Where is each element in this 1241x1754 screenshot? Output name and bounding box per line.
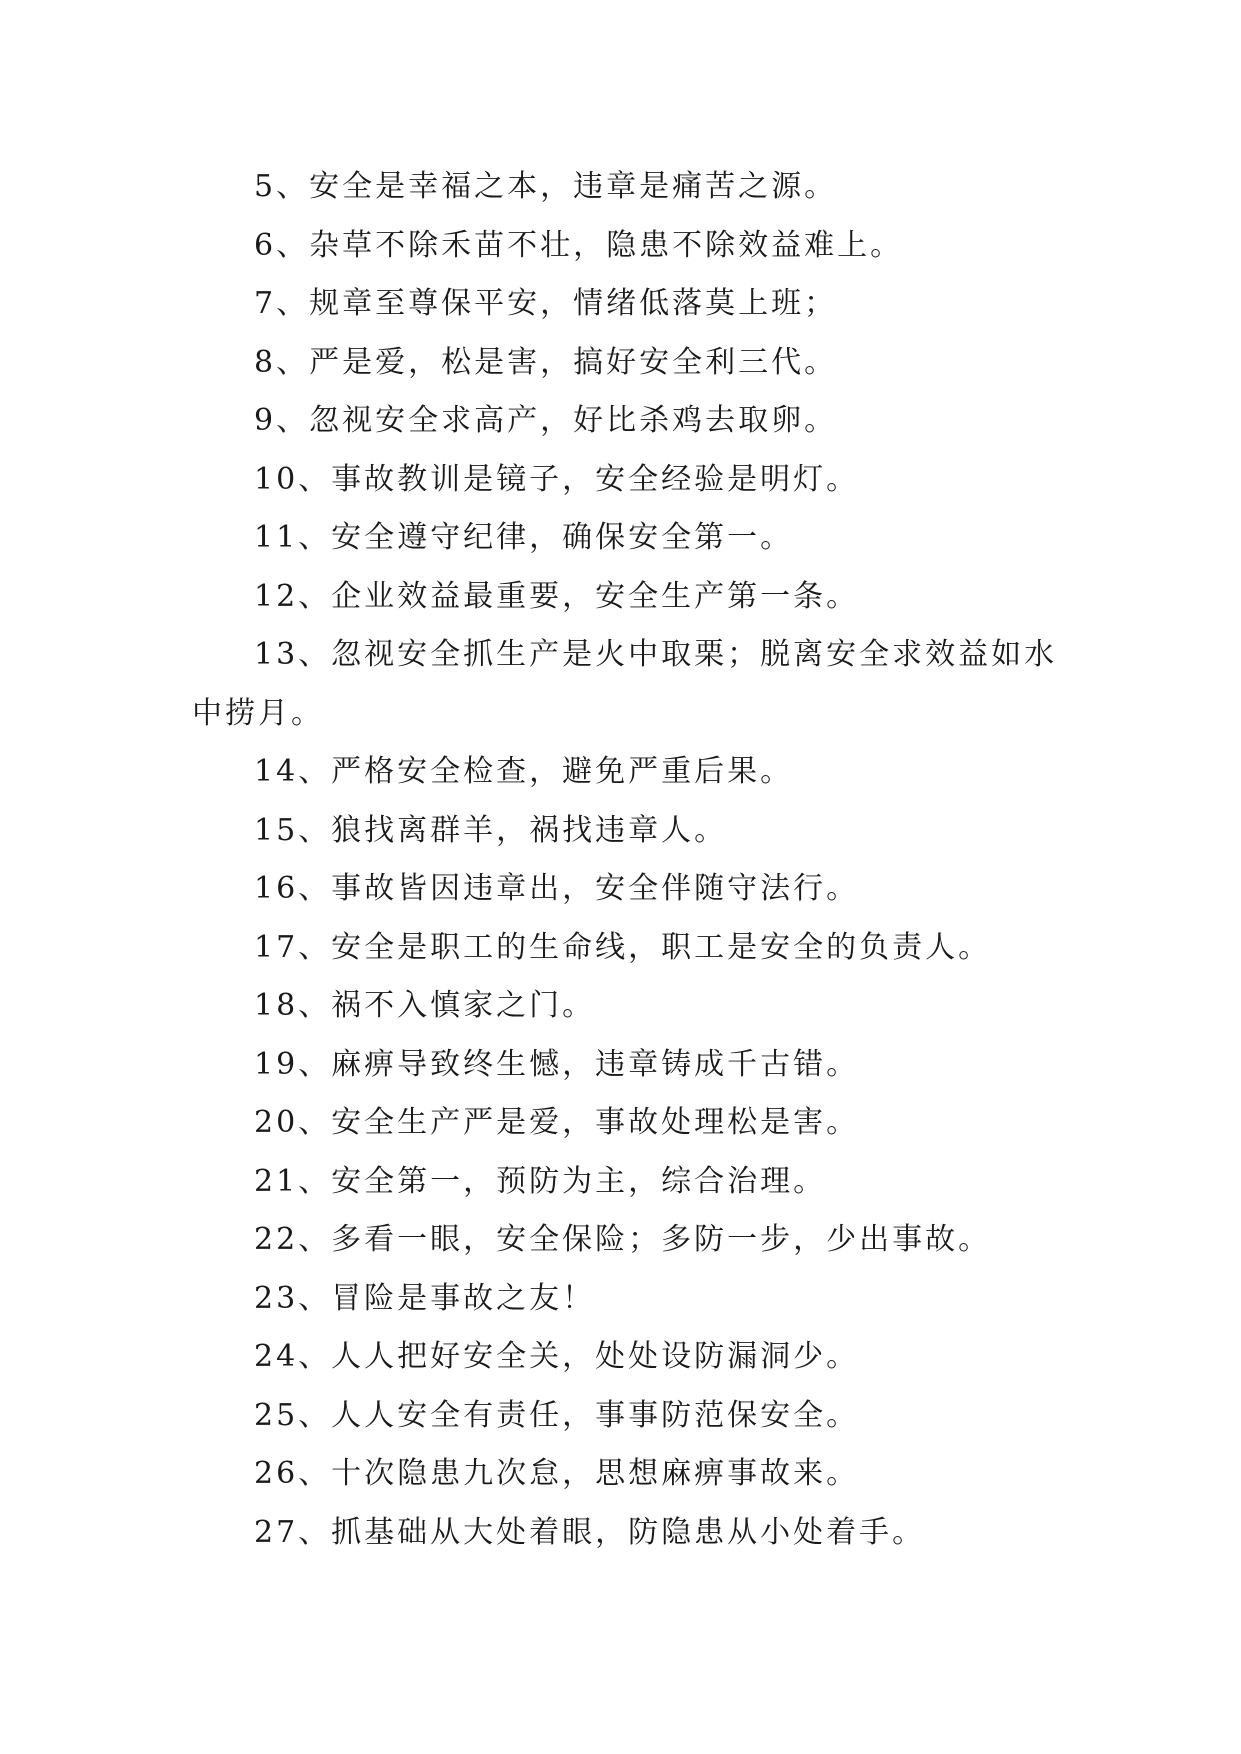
list-item: 10、事故教训是镜子，安全经验是明灯。 bbox=[254, 461, 860, 497]
list-item: 19、麻痹导致终生憾，违章铸成千古错。 bbox=[254, 1046, 860, 1082]
list-item: 13、忽视安全抓生产是火中取栗；脱离安全求效益如水中捞月。 bbox=[192, 637, 1058, 731]
list-item: 25、人人安全有责任，事事防范保安全。 bbox=[254, 1397, 860, 1433]
slogan-list bbox=[192, 158, 1062, 1562]
list-item: 6、杂草不除禾苗不壮，隐患不除效益难上。 bbox=[254, 227, 904, 263]
list-item: 22、多看一眼，安全保险；多防一步，少出事故。 bbox=[254, 1222, 992, 1257]
list-item: 8、严是爱，松是害，搞好安全利三代。 bbox=[254, 344, 838, 380]
list-item: 26、十次隐患九次怠，思想麻痹事故来。 bbox=[254, 1456, 860, 1491]
list-item: 20、安全生产严是爱，事故处理松是害。 bbox=[254, 1105, 860, 1140]
list-item: 15、狼找离群羊，祸找违章人。 bbox=[254, 812, 728, 848]
list-item: 18、祸不入慎家之门。 bbox=[254, 988, 596, 1023]
list-item: 12、企业效益最重要，安全生产第一条。 bbox=[254, 578, 860, 614]
list-item: 21、安全第一，预防为主，综合治理。 bbox=[254, 1163, 827, 1199]
list-item: 14、严格安全检查，避免严重后果。 bbox=[254, 754, 794, 789]
list-item: 24、人人把好安全关，处处设防漏洞少。 bbox=[254, 1339, 860, 1374]
list-item: 9、忽视安全求高产，好比杀鸡去取卵。 bbox=[254, 403, 838, 438]
list-item: 5、安全是幸福之本，违章是痛苦之源。 bbox=[254, 169, 838, 204]
list-item: 11、安全遵守纪律，确保安全第一。 bbox=[254, 520, 794, 555]
list-item: 23、冒险是事故之友！ bbox=[254, 1280, 596, 1316]
list-item: 17、安全是职工的生命线，职工是安全的负责人。 bbox=[254, 929, 992, 965]
list-item: 16、事故皆因违章出，安全伴随守法行。 bbox=[254, 871, 860, 906]
list-item: 7、规章至尊保平安，情绪低落莫上班； bbox=[254, 286, 838, 321]
list-item: 27、抓基础从大处着眼，防隐患从小处着手。 bbox=[254, 1514, 926, 1550]
